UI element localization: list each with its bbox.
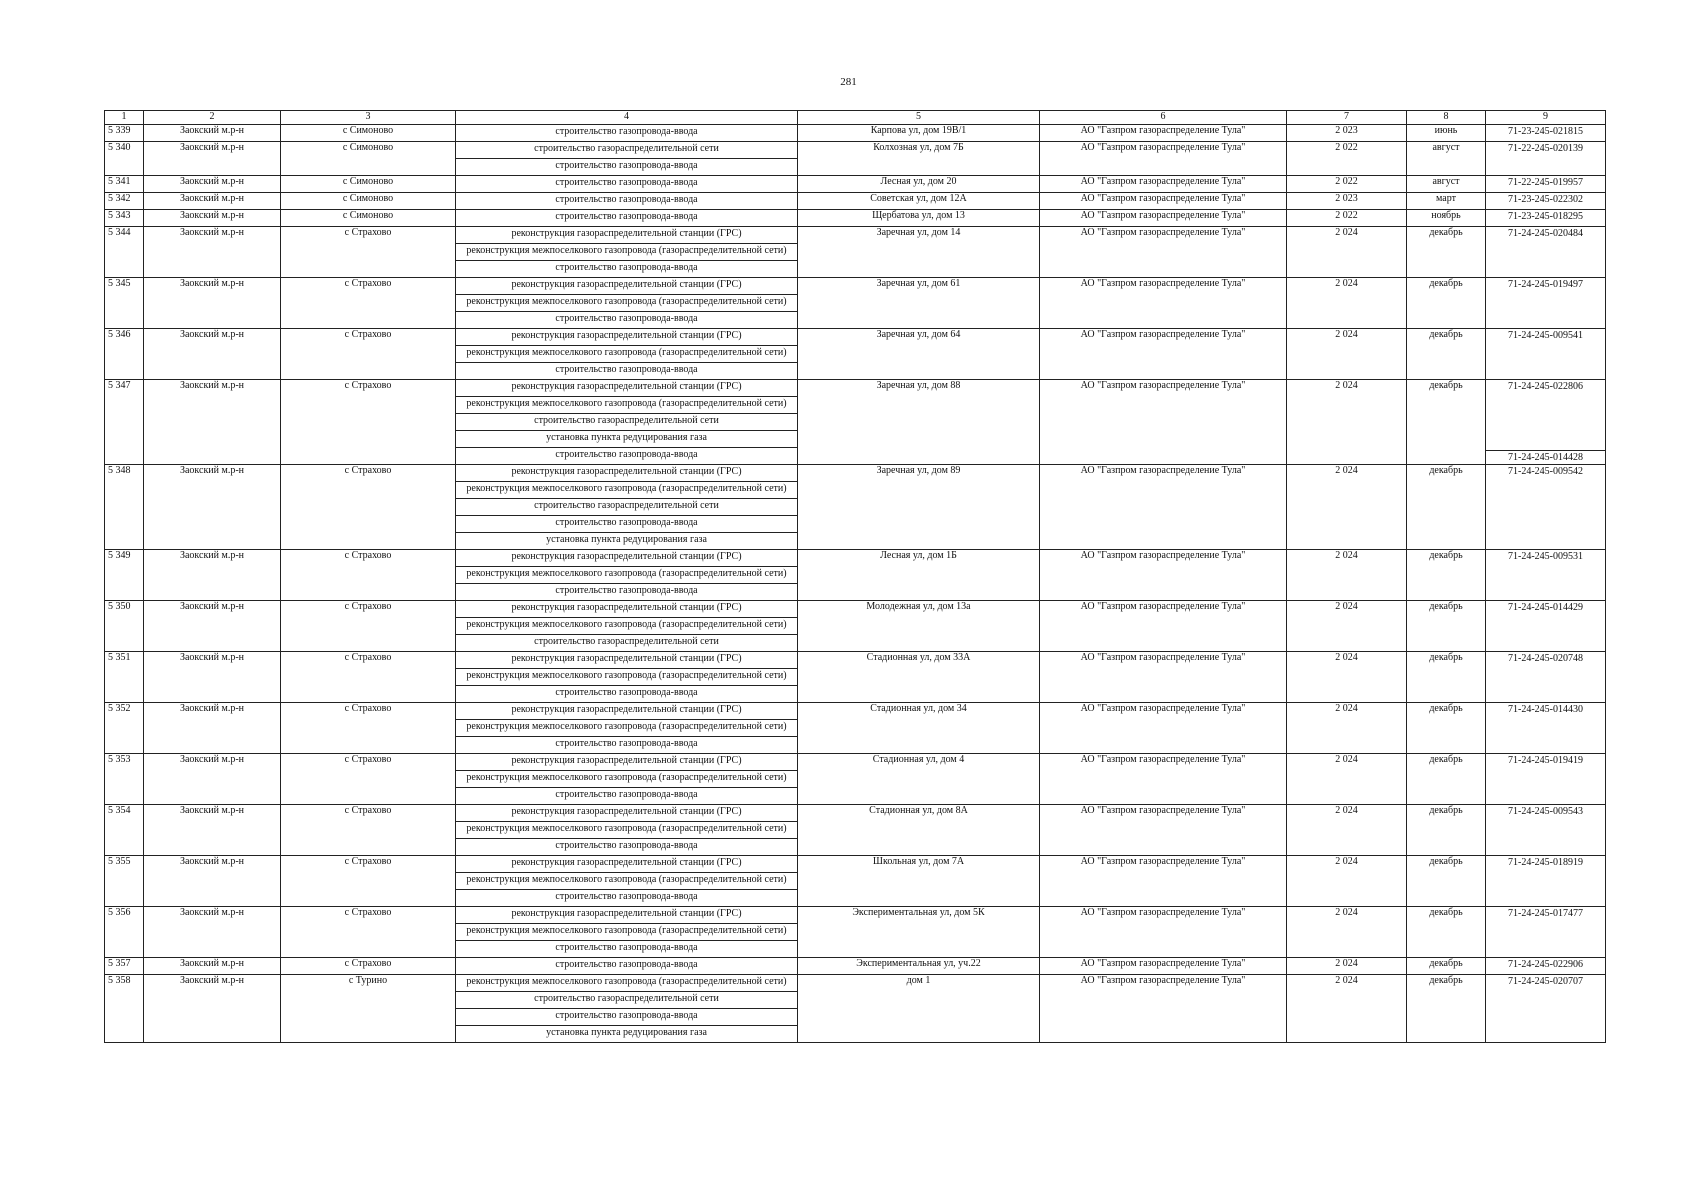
district-cell: Заокский м.р-н [144, 975, 281, 1043]
work-item: реконструкция межпоселкового газопровода (газораспределительной сети) [456, 873, 797, 890]
settlement-cell: с Страхово [281, 805, 456, 856]
month-cell: август [1407, 176, 1486, 193]
work-item: реконструкция газораспределительной станции (ГРС) [456, 278, 797, 295]
code-value: 71-22-245-019957 [1508, 177, 1583, 188]
row-number: 5 347 [105, 380, 144, 465]
code-cell [1486, 380, 1606, 465]
code-value: 71-22-245-020139 [1508, 143, 1583, 154]
table-row [105, 176, 1606, 193]
year-cell: 2 024 [1287, 805, 1407, 856]
row-number: 5 341 [105, 176, 144, 193]
year-cell: 2 024 [1287, 856, 1407, 907]
code-cell [1486, 754, 1606, 805]
table-row [105, 805, 1606, 856]
code-cell [1486, 907, 1606, 958]
year-cell: 2 024 [1287, 550, 1407, 601]
row-number: 5 340 [105, 142, 144, 176]
work-item: реконструкция газораспределительной станции (ГРС) [456, 907, 797, 924]
code-cell [1486, 193, 1606, 210]
table-row [105, 958, 1606, 975]
month-cell: ноябрь [1407, 210, 1486, 227]
works-cell [456, 601, 798, 652]
year-cell: 2 024 [1287, 907, 1407, 958]
code-cell [1486, 176, 1606, 193]
month-cell: декабрь [1407, 227, 1486, 278]
year-cell: 2 024 [1287, 380, 1407, 465]
works-cell [456, 329, 798, 380]
address-cell: Стадионная ул, дом 34 [798, 703, 1040, 754]
settlement-cell: с Страхово [281, 601, 456, 652]
settlement-cell: с Страхово [281, 380, 456, 465]
column-header-8: 8 [1407, 111, 1486, 125]
settlement-cell: с Симоново [281, 142, 456, 176]
code-cell [1486, 975, 1606, 1043]
month-cell: декабрь [1407, 380, 1486, 465]
work-item: реконструкция межпоселкового газопровода (газораспределительной сети) [456, 924, 797, 941]
code-value: 71-23-245-018295 [1508, 211, 1583, 222]
month-cell: декабрь [1407, 805, 1486, 856]
organization-cell: АО "Газпром газораспределение Тула" [1040, 227, 1287, 278]
month-cell: декабрь [1407, 601, 1486, 652]
work-item: реконструкция газораспределительной станции (ГРС) [456, 465, 797, 482]
organization-cell: АО "Газпром газораспределение Тула" [1040, 329, 1287, 380]
column-header-6: 6 [1040, 111, 1287, 125]
work-item: реконструкция межпоселкового газопровода (газораспределительной сети) [456, 975, 797, 992]
month-cell: декабрь [1407, 329, 1486, 380]
work-item: строительство газопровода-ввода [555, 364, 698, 375]
work-item: реконструкция межпоселкового газопровода (газораспределительной сети) [456, 567, 797, 584]
row-number: 5 342 [105, 193, 144, 210]
settlement-cell: с Страхово [281, 465, 456, 550]
table-row [105, 652, 1606, 703]
month-cell: декабрь [1407, 907, 1486, 958]
code-value: 71-24-245-020484 [1508, 228, 1583, 239]
month-cell: март [1407, 193, 1486, 210]
code-value: 71-24-245-014429 [1508, 602, 1583, 613]
work-item: реконструкция межпоселкового газопровода (газораспределительной сети) [456, 244, 797, 261]
work-item: строительство газопровода-ввода [555, 449, 698, 460]
address-cell: Щербатова ул, дом 13 [798, 210, 1040, 227]
work-item: реконструкция газораспределительной станции (ГРС) [456, 805, 797, 822]
works-cell [456, 465, 798, 550]
row-number: 5 353 [105, 754, 144, 805]
table-row [105, 193, 1606, 210]
organization-cell: АО "Газпром газораспределение Тула" [1040, 958, 1287, 975]
table-row [105, 856, 1606, 907]
settlement-cell: с Страхово [281, 958, 456, 975]
code-cell [1486, 550, 1606, 601]
district-cell: Заокский м.р-н [144, 754, 281, 805]
column-header-4: 4 [456, 111, 798, 125]
work-item: строительство газораспределительной сети [456, 992, 797, 1009]
table-row [105, 142, 1606, 176]
code-cell [1486, 805, 1606, 856]
code-value: 71-24-245-020748 [1508, 653, 1583, 664]
settlement-cell: с Страхово [281, 278, 456, 329]
row-number: 5 348 [105, 465, 144, 550]
district-cell: Заокский м.р-н [144, 142, 281, 176]
organization-cell: АО "Газпром газораспределение Тула" [1040, 856, 1287, 907]
month-cell: декабрь [1407, 652, 1486, 703]
district-cell: Заокский м.р-н [144, 329, 281, 380]
address-cell: Молодежная ул, дом 13а [798, 601, 1040, 652]
row-number: 5 352 [105, 703, 144, 754]
month-cell: июнь [1407, 125, 1486, 142]
page-number: 281 [840, 76, 857, 88]
month-cell: декабрь [1407, 703, 1486, 754]
organization-cell: АО "Газпром газораспределение Тула" [1040, 176, 1287, 193]
organization-cell: АО "Газпром газораспределение Тула" [1040, 278, 1287, 329]
works-cell [456, 856, 798, 907]
works-cell [456, 125, 798, 142]
code-value: 71-24-245-018919 [1508, 857, 1583, 868]
year-cell: 2 024 [1287, 329, 1407, 380]
code-cell [1486, 703, 1606, 754]
table-row [105, 125, 1606, 142]
year-cell: 2 022 [1287, 176, 1407, 193]
code-value: 71-24-245-017477 [1508, 908, 1583, 919]
settlement-cell: с Страхово [281, 856, 456, 907]
month-cell: декабрь [1407, 278, 1486, 329]
work-item: реконструкция межпоселкового газопровода (газораспределительной сети) [456, 771, 797, 788]
district-cell: Заокский м.р-н [144, 958, 281, 975]
works-cell [456, 652, 798, 703]
district-cell: Заокский м.р-н [144, 210, 281, 227]
district-cell: Заокский м.р-н [144, 176, 281, 193]
work-item: реконструкция газораспределительной станции (ГРС) [456, 652, 797, 669]
settlement-cell: с Страхово [281, 227, 456, 278]
work-item: строительство газопровода-ввода [555, 194, 698, 205]
table-row [105, 550, 1606, 601]
work-item: строительство газопровода-ввода [456, 1009, 797, 1026]
month-cell: декабрь [1407, 975, 1486, 1043]
table-row [105, 907, 1606, 958]
year-cell: 2 024 [1287, 703, 1407, 754]
settlement-cell: с Турино [281, 975, 456, 1043]
work-item: строительство газопровода-ввода [555, 262, 698, 273]
code-cell [1486, 601, 1606, 652]
works-cell [456, 805, 798, 856]
year-cell: 2 024 [1287, 465, 1407, 550]
year-cell: 2 024 [1287, 754, 1407, 805]
settlement-cell: с Симоново [281, 210, 456, 227]
organization-cell: АО "Газпром газораспределение Тула" [1040, 805, 1287, 856]
table-row [105, 329, 1606, 380]
table-row [105, 601, 1606, 652]
year-cell: 2 024 [1287, 652, 1407, 703]
settlement-cell: с Симоново [281, 125, 456, 142]
address-cell: Заречная ул, дом 88 [798, 380, 1040, 465]
works-cell [456, 142, 798, 176]
organization-cell: АО "Газпром газораспределение Тула" [1040, 601, 1287, 652]
settlement-cell: с Страхово [281, 329, 456, 380]
address-cell: Стадионная ул, дом 4 [798, 754, 1040, 805]
work-item: реконструкция газораспределительной станции (ГРС) [456, 703, 797, 720]
year-cell: 2 023 [1287, 193, 1407, 210]
work-item: реконструкция межпоселкового газопровода (газораспределительной сети) [456, 482, 797, 499]
work-item: реконструкция газораспределительной станции (ГРС) [456, 329, 797, 346]
code-value: 71-24-245-022806 [1508, 381, 1583, 392]
year-cell: 2 023 [1287, 125, 1407, 142]
row-number: 5 356 [105, 907, 144, 958]
work-item: строительство газопровода-ввода [555, 891, 698, 902]
work-item: реконструкция газораспределительной станции (ГРС) [456, 550, 797, 567]
register-table [104, 110, 1606, 1043]
column-header-3: 3 [281, 111, 456, 125]
address-cell: Стадионная ул, дом 8А [798, 805, 1040, 856]
work-item: реконструкция межпоселкового газопровода (газораспределительной сети) [456, 669, 797, 686]
column-header-7: 7 [1287, 111, 1407, 125]
code-value: 71-24-245-020707 [1508, 976, 1583, 987]
works-cell [456, 380, 798, 465]
settlement-cell: с Страхово [281, 550, 456, 601]
organization-cell: АО "Газпром газораспределение Тула" [1040, 550, 1287, 601]
code-value: 71-24-245-019419 [1508, 755, 1583, 766]
settlement-cell: с Симоново [281, 176, 456, 193]
organization-cell: АО "Газпром газораспределение Тула" [1040, 652, 1287, 703]
row-number: 5 358 [105, 975, 144, 1043]
work-item: строительство газопровода-ввода [555, 959, 698, 970]
work-item: строительство газораспределительной сети [456, 414, 797, 431]
table-row [105, 754, 1606, 805]
table-body [105, 125, 1606, 1043]
code-cell [1486, 652, 1606, 703]
code-cell [1486, 329, 1606, 380]
code-cell [1486, 958, 1606, 975]
row-number: 5 339 [105, 125, 144, 142]
district-cell: Заокский м.р-н [144, 550, 281, 601]
month-cell: август [1407, 142, 1486, 176]
code-cell [1486, 465, 1606, 550]
work-item: установка пункта редуцирования газа [456, 431, 797, 448]
code-value: 71-24-245-014430 [1508, 704, 1583, 715]
month-cell: декабрь [1407, 465, 1486, 550]
district-cell: Заокский м.р-н [144, 465, 281, 550]
work-item: реконструкция межпоселкового газопровода (газораспределительной сети) [456, 618, 797, 635]
organization-cell: АО "Газпром газораспределение Тула" [1040, 465, 1287, 550]
row-number: 5 354 [105, 805, 144, 856]
address-cell: Стадионная ул, дом 33А [798, 652, 1040, 703]
works-cell [456, 958, 798, 975]
work-item: реконструкция межпоселкового газопровода (газораспределительной сети) [456, 295, 797, 312]
month-cell: декабрь [1407, 754, 1486, 805]
table-row [105, 465, 1606, 550]
month-cell: декабрь [1407, 550, 1486, 601]
address-cell: Лесная ул, дом 20 [798, 176, 1040, 193]
column-header-5: 5 [798, 111, 1040, 125]
code-value: 71-24-245-022906 [1508, 959, 1583, 970]
works-cell [456, 703, 798, 754]
work-item: реконструкция газораспределительной станции (ГРС) [456, 856, 797, 873]
code-value: 71-23-245-022302 [1508, 194, 1583, 205]
address-cell: Школьная ул, дом 7А [798, 856, 1040, 907]
district-cell: Заокский м.р-н [144, 805, 281, 856]
work-item: строительство газопровода-ввода [555, 789, 698, 800]
table-row [105, 975, 1606, 1043]
organization-cell: АО "Газпром газораспределение Тула" [1040, 142, 1287, 176]
address-cell: Заречная ул, дом 61 [798, 278, 1040, 329]
organization-cell: АО "Газпром газораспределение Тула" [1040, 703, 1287, 754]
work-item: строительство газопровода-ввода [555, 177, 698, 188]
row-number: 5 344 [105, 227, 144, 278]
work-item: реконструкция газораспределительной станции (ГРС) [456, 227, 797, 244]
month-cell: декабрь [1407, 856, 1486, 907]
table-row [105, 210, 1606, 227]
month-cell: декабрь [1407, 958, 1486, 975]
year-cell: 2 024 [1287, 278, 1407, 329]
address-cell: Колхозная ул, дом 7Б [798, 142, 1040, 176]
code-value: 71-24-245-009542 [1508, 466, 1583, 477]
work-item: строительство газораспределительной сети [456, 142, 797, 159]
work-item: строительство газопровода-ввода [555, 942, 698, 953]
works-cell [456, 907, 798, 958]
code-value: 71-24-245-009531 [1508, 551, 1583, 562]
district-cell: Заокский м.р-н [144, 703, 281, 754]
address-cell: Карпова ул, дом 19В/1 [798, 125, 1040, 142]
work-item: установка пункта редуцирования газа [546, 1027, 707, 1038]
work-item: реконструкция газораспределительной станции (ГРС) [456, 601, 797, 618]
address-cell: Лесная ул, дом 1Б [798, 550, 1040, 601]
table-row [105, 278, 1606, 329]
organization-cell: АО "Газпром газораспределение Тула" [1040, 975, 1287, 1043]
year-cell: 2 024 [1287, 227, 1407, 278]
table-row [105, 380, 1606, 465]
row-number: 5 351 [105, 652, 144, 703]
work-item: строительство газопровода-ввода [555, 126, 698, 137]
work-item: строительство газопровода-ввода [555, 687, 698, 698]
district-cell: Заокский м.р-н [144, 907, 281, 958]
works-cell [456, 176, 798, 193]
address-cell: Заречная ул, дом 14 [798, 227, 1040, 278]
work-item: установка пункта редуцирования газа [546, 534, 707, 545]
row-number: 5 355 [105, 856, 144, 907]
column-header-1: 1 [105, 111, 144, 125]
work-item: строительство газопровода-ввода [555, 585, 698, 596]
settlement-cell: с Симоново [281, 193, 456, 210]
work-item: строительство газопровода-ввода [555, 160, 698, 171]
works-cell [456, 193, 798, 210]
address-cell: Заречная ул, дом 64 [798, 329, 1040, 380]
address-cell: Экспериментальная ул, уч.22 [798, 958, 1040, 975]
organization-cell: АО "Газпром газораспределение Тула" [1040, 193, 1287, 210]
address-cell: Заречная ул, дом 89 [798, 465, 1040, 550]
year-cell: 2 022 [1287, 210, 1407, 227]
code-cell [1486, 227, 1606, 278]
district-cell: Заокский м.р-н [144, 125, 281, 142]
settlement-cell: с Страхово [281, 907, 456, 958]
column-header-2: 2 [144, 111, 281, 125]
district-cell: Заокский м.р-н [144, 278, 281, 329]
code-cell [1486, 856, 1606, 907]
row-number: 5 345 [105, 278, 144, 329]
district-cell: Заокский м.р-н [144, 856, 281, 907]
year-cell: 2 024 [1287, 958, 1407, 975]
district-cell: Заокский м.р-н [144, 227, 281, 278]
district-cell: Заокский м.р-н [144, 601, 281, 652]
organization-cell: АО "Газпром газораспределение Тула" [1040, 380, 1287, 465]
works-cell [456, 210, 798, 227]
row-number: 5 349 [105, 550, 144, 601]
work-item: строительство газопровода-ввода [555, 738, 698, 749]
year-cell: 2 022 [1287, 142, 1407, 176]
row-number: 5 343 [105, 210, 144, 227]
table-row [105, 703, 1606, 754]
works-cell [456, 278, 798, 329]
work-item: строительство газопровода-ввода [555, 313, 698, 324]
work-item: реконструкция межпоселкового газопровода (газораспределительной сети) [456, 397, 797, 414]
organization-cell: АО "Газпром газораспределение Тула" [1040, 125, 1287, 142]
address-cell: Советская ул, дом 12А [798, 193, 1040, 210]
organization-cell: АО "Газпром газораспределение Тула" [1040, 907, 1287, 958]
code-value: 71-24-245-014428 [1486, 450, 1605, 464]
column-header-9: 9 [1486, 111, 1606, 125]
works-cell [456, 975, 798, 1043]
works-cell [456, 227, 798, 278]
settlement-cell: с Страхово [281, 652, 456, 703]
work-item: реконструкция межпоселкового газопровода (газораспределительной сети) [456, 822, 797, 839]
table-header [105, 111, 1606, 125]
code-value: 71-23-245-021815 [1508, 126, 1583, 137]
row-number: 5 357 [105, 958, 144, 975]
work-item: реконструкция газораспределительной станции (ГРС) [456, 754, 797, 771]
row-number: 5 346 [105, 329, 144, 380]
district-cell: Заокский м.р-н [144, 380, 281, 465]
code-cell [1486, 142, 1606, 176]
table-row [105, 227, 1606, 278]
year-cell: 2 024 [1287, 601, 1407, 652]
code-value: 71-24-245-009541 [1508, 330, 1583, 341]
work-item: строительство газопровода-ввода [555, 840, 698, 851]
code-value: 71-24-245-019497 [1508, 279, 1583, 290]
work-item: строительство газораспределительной сети [456, 499, 797, 516]
settlement-cell: с Страхово [281, 754, 456, 805]
work-item: строительство газопровода-ввода [555, 211, 698, 222]
organization-cell: АО "Газпром газораспределение Тула" [1040, 754, 1287, 805]
row-number: 5 350 [105, 601, 144, 652]
district-cell: Заокский м.р-н [144, 193, 281, 210]
code-value: 71-24-245-009543 [1508, 806, 1583, 817]
code-cell [1486, 278, 1606, 329]
address-cell: Экспериментальная ул, дом 5К [798, 907, 1040, 958]
work-item: реконструкция межпоселкового газопровода (газораспределительной сети) [456, 346, 797, 363]
district-cell: Заокский м.р-н [144, 652, 281, 703]
address-cell: дом 1 [798, 975, 1040, 1043]
work-item: строительство газопровода-ввода [456, 516, 797, 533]
work-item: строительство газораспределительной сети [534, 636, 719, 647]
organization-cell: АО "Газпром газораспределение Тула" [1040, 210, 1287, 227]
works-cell [456, 550, 798, 601]
work-item: реконструкция межпоселкового газопровода (газораспределительной сети) [456, 720, 797, 737]
work-item: реконструкция газораспределительной станции (ГРС) [456, 380, 797, 397]
settlement-cell: с Страхово [281, 703, 456, 754]
works-cell [456, 754, 798, 805]
code-cell [1486, 125, 1606, 142]
year-cell: 2 024 [1287, 975, 1407, 1043]
code-cell [1486, 210, 1606, 227]
header-row [105, 111, 1606, 125]
